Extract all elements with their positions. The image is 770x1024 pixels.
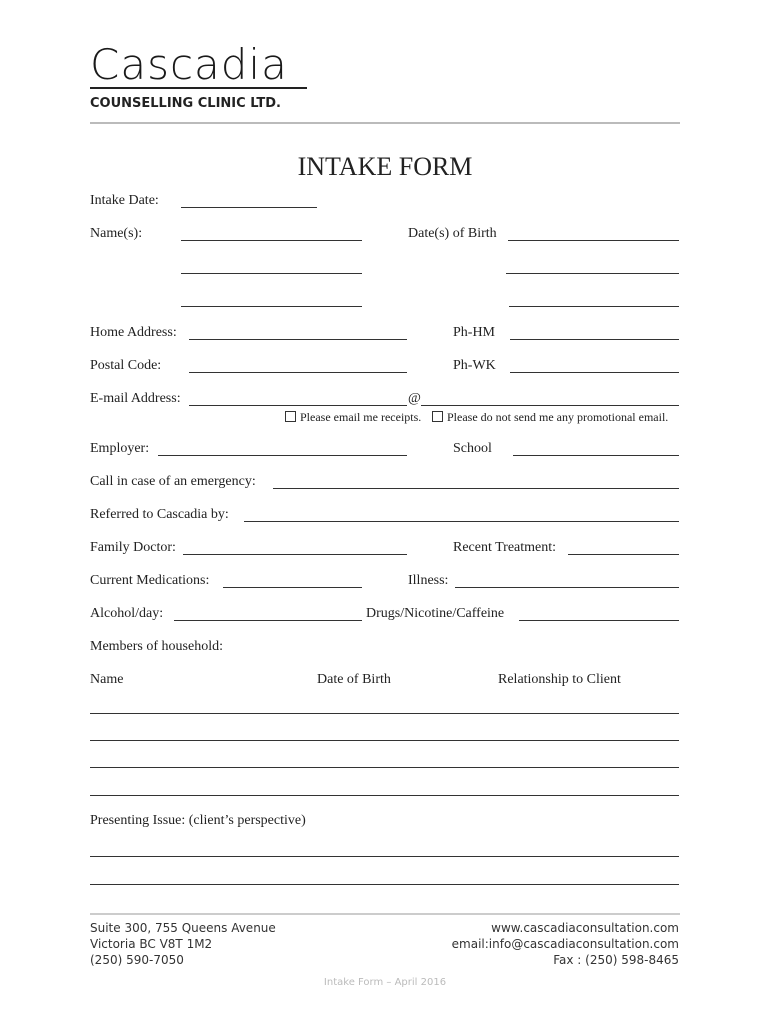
illness-label: Illness: [408,573,449,588]
dob-field-1[interactable] [508,240,679,241]
column-name-header: Name [90,672,124,687]
current-meds-field[interactable] [223,587,362,588]
current-meds-label: Current Medications: [90,573,210,588]
email-receipts-option[interactable] [285,410,421,425]
footer-address-line-2: Victoria BC V8T 1M2 [90,937,213,951]
no-promo-label: Please do not send me any promotional email. [447,410,669,424]
ph-hm-field[interactable] [510,339,679,340]
name-field-2[interactable] [181,273,362,274]
presenting-issue-label: Presenting Issue: (client’s perspective) [90,813,306,828]
referred-field[interactable] [244,521,679,522]
presenting-line-2[interactable] [90,884,679,885]
dob-field-2[interactable] [506,273,679,274]
household-row-2[interactable] [90,740,679,741]
dob-field-3[interactable] [509,306,679,307]
ph-hm-label: Ph-HM [453,325,496,340]
postal-code-field[interactable] [189,372,407,373]
logo-underline [90,87,307,89]
alcohol-field[interactable] [174,620,362,621]
family-doctor-label: Family Doctor: [90,540,176,555]
ph-wk-field[interactable] [510,372,679,373]
header-divider [90,122,680,124]
household-row-4[interactable] [90,795,679,796]
intake-date-label: Intake Date: [90,193,159,208]
dob-label: Date(s) of Birth [408,226,497,241]
illness-field[interactable] [455,587,679,588]
name-field-3[interactable] [181,306,362,307]
school-label: School [453,441,492,456]
postal-code-label: Postal Code: [90,358,162,373]
employer-label: Employer: [90,441,150,456]
household-row-1[interactable] [90,713,679,714]
footer-fax: Fax : (250) 598-8465 [553,953,679,967]
employer-field[interactable] [158,455,407,456]
no-promo-option[interactable] [432,410,668,425]
alcohol-label: Alcohol/day: [90,606,164,621]
checkbox-icon[interactable] [432,411,443,422]
email-domain-field[interactable] [421,405,679,406]
column-dob-header: Date of Birth [317,672,391,687]
footer-website: www.cascadiaconsultation.com [491,921,679,935]
email-user-field[interactable] [189,405,407,406]
form-title: INTAKE FORM [297,152,473,181]
intake-date-field[interactable] [181,207,317,208]
email-at-sign: @ [408,391,421,406]
home-address-field[interactable] [189,339,407,340]
footer-address-line-1: Suite 300, 755 Queens Avenue [90,921,276,935]
email-receipts-label: Please email me receipts. [300,410,422,424]
school-field[interactable] [513,455,679,456]
recent-treatment-field[interactable] [568,554,679,555]
footer-divider [90,913,680,915]
emergency-label: Call in case of an emergency: [90,474,256,489]
ph-wk-label: Ph-WK [453,358,496,373]
column-relationship-header: Relationship to Client [498,672,621,687]
presenting-line-1[interactable] [90,856,679,857]
family-doctor-field[interactable] [183,554,407,555]
checkbox-icon[interactable] [285,411,296,422]
footer-phone: (250) 590-7050 [90,953,184,967]
referred-label: Referred to Cascadia by: [90,507,229,522]
household-row-3[interactable] [90,767,679,768]
drugs-field[interactable] [519,620,679,621]
clinic-subtitle: COUNSELLING CLINIC LTD. [90,96,281,111]
emergency-field[interactable] [273,488,679,489]
name-field-1[interactable] [181,240,362,241]
clinic-logo: Cascadia [90,40,288,89]
footer-form-version: Intake Form – April 2016 [323,977,447,988]
home-address-label: Home Address: [90,325,177,340]
email-label: E-mail Address: [90,391,181,406]
household-label: Members of household: [90,639,223,654]
footer-email: email:info@cascadiaconsultation.com [451,937,679,951]
drugs-label: Drugs/Nicotine/Caffeine [366,606,505,621]
recent-treatment-label: Recent Treatment: [453,540,557,555]
names-label: Name(s): [90,226,143,241]
